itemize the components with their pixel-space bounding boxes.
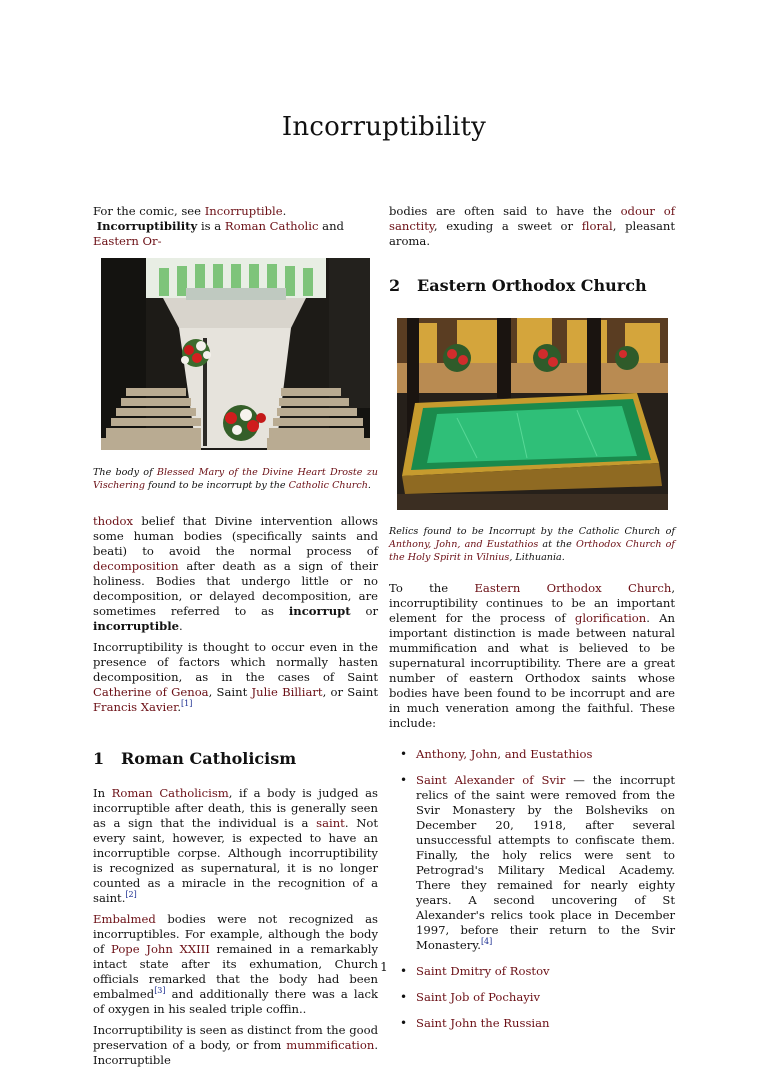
roman-catholicism-link[interactable]: Roman Catholicism: [111, 786, 229, 800]
body-text: , exuding a sweet or: [433, 219, 574, 233]
caption-text: Relics found to be Incorrupt by the Catholic Church of: [389, 526, 675, 537]
lead-term: Incorruptibility: [96, 219, 198, 233]
caption-text: at the: [542, 539, 572, 550]
body-text: . An important distinction is made between natural mummification and what is believed to be supernatural incorruptibility. There are a great number of eastern Orthodox saints whose bodies have been found to be incorrupt and are in much veneration among the faithful. These include:: [389, 611, 676, 730]
saint-link[interactable]: saint: [316, 816, 345, 830]
embalmed-link[interactable]: Embalmed: [93, 912, 156, 926]
intro-text: belief that Divine intervention allows some human bodies (specifically saints and beati) to avoid the normal process of: [93, 514, 378, 558]
blessed-mary-link[interactable]: Blessed Mary of the Divine Heart Droste zu Vischering: [93, 467, 378, 491]
section-1-paragraph-3: [93, 1023, 378, 1068]
page-number: 1: [380, 960, 388, 974]
holy-spirit-church-link[interactable]: Orthodox Church of the Holy Spirit in Vilnius: [389, 539, 675, 563]
figure-2-image: [397, 318, 668, 510]
lead-is-a: is a: [200, 219, 222, 233]
list-item: [389, 773, 675, 953]
dmitry-of-rostov-link[interactable]: Saint Dmitry of Rostov: [416, 964, 550, 978]
body-text: To the: [389, 581, 449, 595]
relics-photo: [397, 318, 668, 510]
list-item: [389, 990, 675, 1005]
eastern-orthodox-church-link[interactable]: Eastern Orthodox Church: [474, 581, 672, 595]
section-title: Eastern Orthodox Church: [417, 276, 647, 295]
incorrupt-body-photo: [101, 258, 370, 450]
section-2-paragraph-1: [389, 581, 675, 731]
caption-text: The body of: [93, 467, 153, 478]
body-text: In: [93, 786, 106, 800]
job-of-pochayiv-link[interactable]: Saint Job of Pochayiv: [416, 990, 541, 1004]
julie-link[interactable]: Julie Billiart: [251, 685, 323, 699]
figure-1-caption: The body of Blessed Mary of the Divine Heart Droste zu Vischering found to be incorrupt by the Catholic Church.: [93, 467, 378, 491]
caption-text: found to be incorrupt by the: [148, 480, 286, 491]
list-item: [389, 747, 675, 762]
body-text: and additionally there was a lack of oxygen in his sealed triple coffin..: [93, 987, 379, 1016]
anthony-john-eustathios-item-link[interactable]: Anthony, John, and Eustathios: [416, 747, 593, 761]
intro-paragraph-2: Incorruptibility is thought to occur even in the presence of factors which normally hasten decomposition, as in the cases of Saint Catherine of Genoa, Saint Julie Billiart, or Saint Francis Xavier.[1]: [93, 640, 378, 714]
body-text: Incorruptibility is seen as distinct from the good preservation of a body, or from: [93, 1023, 378, 1052]
incorruptible-link[interactable]: Incorruptible: [204, 204, 283, 218]
section-number: 2: [389, 276, 401, 295]
caption-text: , Lithuania.: [509, 552, 565, 563]
body-text: . Not every saint, however, is expected to have an incorruptible corpse. Although incorruptibility is recognized as supernatural, it is no longer counted as a miracle in the recognition of a saint.: [93, 816, 378, 905]
hatnote-text: For the comic, see: [93, 204, 202, 218]
roman-catholic-link[interactable]: Roman Catholic: [224, 219, 319, 233]
intro-text: Incorruptibility is thought to occur even in the presence of factors which normally hasten decomposition, as in the cases of Saint: [93, 640, 378, 684]
figure-1-image: [101, 258, 370, 450]
francis-link[interactable]: Francis Xavier: [93, 700, 178, 714]
odour-of-sanctity-link[interactable]: odour of sanctity: [389, 204, 675, 233]
right-column: [389, 204, 675, 1031]
citation-4[interactable]: [4]: [480, 937, 493, 947]
eastern-orthodox-link[interactable]: Eastern Or-: [93, 234, 162, 248]
citation-3[interactable]: [3]: [154, 986, 166, 996]
hatnote: For the comic, see Incorruptible.: [93, 204, 287, 218]
saints-list: [389, 747, 675, 1031]
body-text: bodies are often said to have the: [389, 204, 612, 218]
body-text: remained in a remarkably intact state after its exhumation, Church officials remarked that the body had been embalmed: [93, 942, 378, 1001]
term-incorrupt: incorrupt: [288, 604, 351, 618]
floral-link[interactable]: floral: [581, 219, 613, 233]
intro-text: , Saint: [208, 685, 248, 699]
orthodox-link-cont[interactable]: thodox: [93, 514, 134, 528]
section-number: 1: [93, 749, 105, 768]
body-text: . Incorruptible: [93, 1038, 378, 1067]
citation-1[interactable]: [1]: [181, 699, 193, 709]
intro-text: after death as a sign of their holiness. Bodies that undergo little or no decomposition, or delayed decomposition, are sometimes referred to as: [93, 559, 379, 618]
page-title: Incorruptibility: [281, 112, 487, 142]
intro-paragraph-1: thodox belief that Divine intervention allows some human bodies (specifically saints and beati) to avoid the normal process of decomposition after death as a sign of their holiness. Bodies that undergo little or no decomposition, or delayed decomposition, are sometimes referred to as incorrupt or incorruptible.: [93, 514, 379, 633]
glorification-link[interactable]: glorification: [574, 611, 647, 625]
catholic-church-link[interactable]: Catholic Church: [288, 480, 368, 491]
body-text: bodies were not recognized as incorruptibles. For example, although the body of: [93, 912, 378, 956]
intro-text: , or Saint: [322, 685, 378, 699]
figure-2-caption: [389, 525, 675, 564]
mummification-link[interactable]: mummification: [286, 1038, 375, 1052]
section-1-paragraph-3-cont: [389, 204, 675, 249]
left-column: [93, 204, 378, 1068]
decomposition-link[interactable]: decomposition: [93, 559, 179, 573]
section-title: Roman Catholicism: [121, 749, 297, 768]
section-1-heading: [93, 749, 378, 769]
anthony-john-eustathios-link[interactable]: Anthony, John, and Eustathios: [389, 539, 539, 550]
body-text: , if a body is judged as incorruptible after death, this is generally seen as a sign that the individual is a: [93, 786, 378, 830]
body-text: — the incorrupt relics of the saint were removed from the Svir Monastery by the Bolsheviks on December 20, 1918, after several unsuccessful attempts to confiscate them. Finally, the holy relics were sent to Petrograd's Military Medical Academy. There they remained for nearly eighty years. A second uncovering of St Alexander's relics took place in December 1997, before their return to the Svir Monastery.: [416, 773, 676, 952]
alexander-of-svir-link[interactable]: Saint Alexander of Svir: [416, 773, 566, 787]
intro-lead-line: [93, 219, 378, 249]
term-incorruptible: incorruptible: [93, 619, 180, 633]
lead-and: and: [322, 219, 344, 233]
section-2-heading: [389, 276, 675, 296]
body-text: , incorruptibility continues to be an important element for the process of: [389, 581, 675, 625]
section-1-paragraph-1: [93, 786, 378, 906]
pope-john-link[interactable]: Pope John XXIII: [111, 942, 210, 956]
intro-text: or: [365, 604, 379, 618]
body-text: , pleasant aroma.: [389, 219, 675, 248]
citation-2[interactable]: [2]: [125, 890, 137, 900]
john-the-russian-link[interactable]: Saint John the Russian: [416, 1016, 550, 1030]
catherine-link[interactable]: Catherine of Genoa: [93, 685, 209, 699]
